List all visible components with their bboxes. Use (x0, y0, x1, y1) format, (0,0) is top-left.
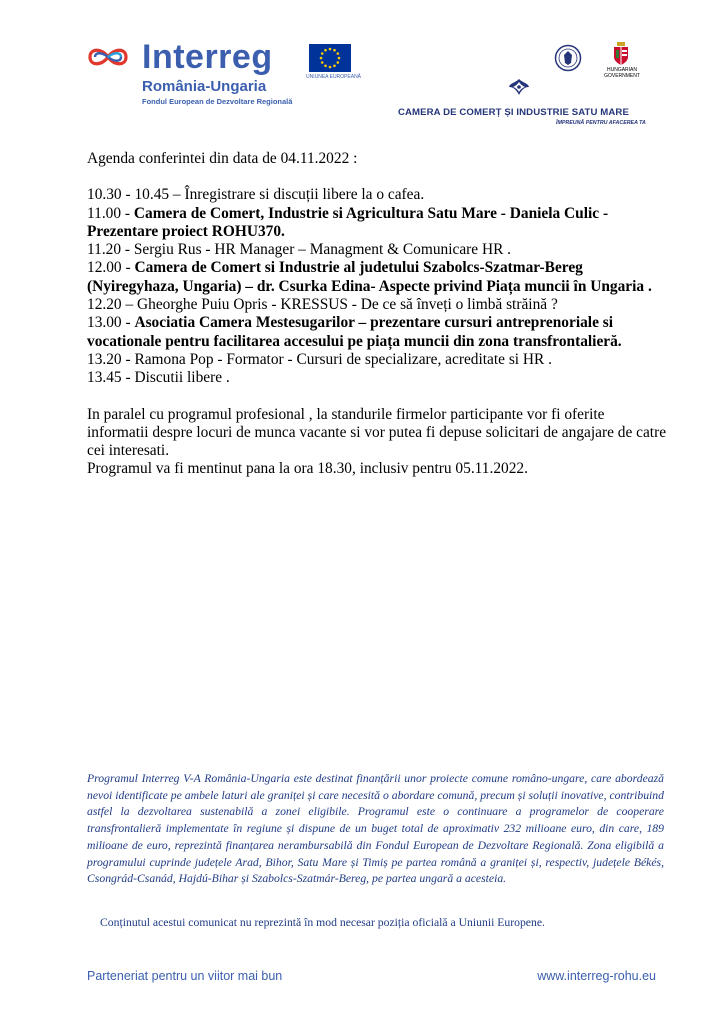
spacer (87, 168, 667, 186)
interreg-mark-icon (86, 44, 130, 70)
disclaimer: Conținutul acestui comunicat nu reprezintă în mod necesar poziția oficială a Uniunii Europene. (100, 916, 545, 929)
agenda-item: 13.20 - Ramona Pop - Formator - Cursuri de specializare, acreditate si HR . (87, 350, 553, 368)
spacer (87, 388, 667, 406)
agenda-item: 10.30 - 10.45 – Înregistrare si discuții libere la o cafea. (87, 186, 425, 204)
footer-slogan: Parteneriat pentru un viitor mai bun (87, 969, 283, 983)
agenda-intro: Agenda conferintei din data de 04.11.2022 : (87, 150, 358, 167)
agenda-item: 12.20 – Gheorghe Puiu Opris - KRESSUS - De ce să înveți o limbă străină ? (87, 296, 558, 314)
agenda-item: 11.00 - Camera de Comert, Industrie si Agricultura Satu Mare - Daniela Culic - Prezentare proiect ROHU370. (87, 204, 609, 240)
agenda-item: 11.20 - Sergiu Rus - HR Manager – Managment & Comunicare HR . (87, 241, 512, 259)
program-subtitle: Fondul European de Dezvoltare Regională (142, 97, 293, 106)
interreg-wordmark: Interreg (142, 38, 273, 76)
interreg-logo (86, 38, 362, 112)
romanian-government-emblem-icon (554, 44, 582, 72)
eu-caption: UNIUNEA EUROPEANĂ (306, 74, 362, 80)
chamber-of-commerce-slogan: ÎMPREUNĂ PENTRU AFACEREA TA (556, 120, 646, 126)
agenda-content (87, 150, 667, 479)
agenda-item: 12.00 - Camera de Comert si Industrie al judetului Szabolcs-Szatmar-Bereg (Nyiregyhaza, Ungaria) – dr. Csurka Edina- Aspecte privind Piața muncii în Ungaria . (87, 259, 652, 295)
agenda-item: 13.45 - Discutii libere . (87, 369, 230, 387)
info-paragraph: In paralel cu programul profesional , la standurile firmelor participante vor fi oferite informatii despre locuri de munca vacante si vor putea fi depuse solicitari de angajare de catre cei interesati. (87, 405, 667, 460)
chamber-of-commerce-emblem-icon (507, 77, 531, 99)
program-description: Programul Interreg V-A România-Ungaria este destinat finanțării unor proiecte comune româno-ungare, care abordează nevoi identificate pe ambele laturi ale graniței și care necesită o abordare comună, precum și soluții inovative, contribuind astfel la dezvoltarea sustenabilă a zonei eligibile. Programul este o continuare a programelor de cooperare transfrontalieră implementate în regiune și dispune de un buget total de aproximativ 232 milioane euro, din care, 189 milioane de euro, reprezintă finanțarea nerambursabilă din Fondul European de Dezvoltare Regională. Zona eligibilă a programului cuprinde județele Arad, Bihor, Satu Mare și Timiș pe partea română a graniței și, respectiv, județele Békés, Csongrád-Csanád, Hajdú-Bihar și Szabolcs-Szatmár-Bereg, pe partea ungară a acesteia. (87, 772, 664, 886)
eu-flag-icon (309, 44, 351, 72)
hungarian-coat-of-arms-icon (612, 42, 630, 66)
footer-website-link[interactable]: www.interreg-rohu.eu (537, 969, 656, 983)
hungarian-government-caption: HUNGARIAN GOVERNMENT (604, 67, 640, 79)
agenda-item: 13.00 - Asociatia Camera Mestesugarilor – prezentare cursuri antreprenoriale si vocationale pentru facilitarea accesului pe piața muncii din zona transfrontalieră. (87, 314, 622, 350)
program-name: România-Ungaria (142, 78, 267, 95)
schedule-paragraph: Programul va fi mentinut pana la ora 18.30, inclusiv pentru 05.11.2022. (87, 460, 528, 478)
chamber-of-commerce-name: CAMERA DE COMERȚ ȘI INDUSTRIE SATU MARE (398, 107, 629, 118)
